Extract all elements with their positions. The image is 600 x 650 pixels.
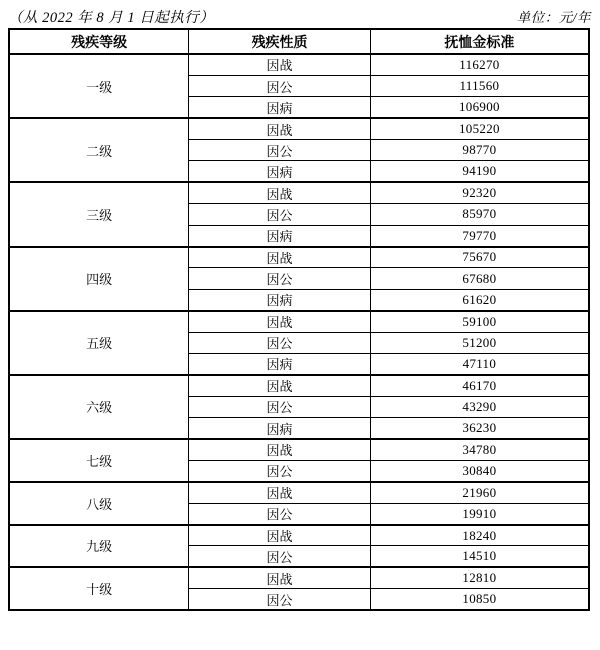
- nature-cell: 因病: [189, 161, 371, 182]
- nature-cell: 因战: [189, 54, 371, 75]
- table-row: [9, 567, 589, 588]
- amount-cell: 10850: [370, 589, 589, 610]
- nature-cell: 因公: [189, 140, 371, 161]
- pension-table: [8, 28, 590, 611]
- effective-date-note: （从 2022 年 8 月 1 日起执行）: [8, 10, 215, 26]
- amount-cell: 67680: [370, 268, 589, 289]
- nature-cell: 因战: [189, 311, 371, 332]
- level-cell: 九级: [9, 525, 189, 568]
- table-row: [9, 118, 589, 139]
- level-cell: 六级: [9, 375, 189, 439]
- table-row: [9, 247, 589, 268]
- level-cell: 三级: [9, 182, 189, 246]
- pension-table-body: [9, 54, 589, 610]
- level-cell: 一级: [9, 54, 189, 118]
- nature-cell: 因公: [189, 396, 371, 417]
- nature-cell: 因病: [189, 225, 371, 246]
- unit-label: 单位：元/年: [516, 10, 591, 25]
- amount-cell: 92320: [370, 182, 589, 203]
- nature-cell: 因战: [189, 118, 371, 139]
- table-caption-row: [8, 6, 591, 27]
- table-row: [9, 482, 589, 503]
- nature-cell: 因战: [189, 567, 371, 588]
- col-header-disability-level: 残疾等级: [9, 29, 189, 54]
- amount-cell: 18240: [370, 525, 589, 546]
- nature-cell: 因战: [189, 482, 371, 503]
- nature-cell: 因战: [189, 182, 371, 203]
- nature-cell: 因病: [189, 289, 371, 310]
- amount-cell: 12810: [370, 567, 589, 588]
- level-cell: 五级: [9, 311, 189, 375]
- level-cell: 十级: [9, 567, 189, 610]
- amount-cell: 30840: [370, 460, 589, 481]
- level-cell: 二级: [9, 118, 189, 182]
- amount-cell: 75670: [370, 247, 589, 268]
- amount-cell: 59100: [370, 311, 589, 332]
- table-row: [9, 375, 589, 396]
- amount-cell: 105220: [370, 118, 589, 139]
- amount-cell: 106900: [370, 97, 589, 118]
- amount-cell: 43290: [370, 396, 589, 417]
- nature-cell: 因公: [189, 204, 371, 225]
- nature-cell: 因公: [189, 589, 371, 610]
- nature-cell: 因公: [189, 268, 371, 289]
- amount-cell: 21960: [370, 482, 589, 503]
- amount-cell: 116270: [370, 54, 589, 75]
- nature-cell: 因公: [189, 75, 371, 96]
- amount-cell: 98770: [370, 140, 589, 161]
- amount-cell: 79770: [370, 225, 589, 246]
- amount-cell: 51200: [370, 332, 589, 353]
- table-row: [9, 311, 589, 332]
- amount-cell: 19910: [370, 503, 589, 524]
- col-header-disability-nature: 残疾性质: [189, 29, 371, 54]
- amount-cell: 36230: [370, 418, 589, 439]
- nature-cell: 因病: [189, 353, 371, 374]
- nature-cell: 因公: [189, 546, 371, 567]
- nature-cell: 因战: [189, 439, 371, 460]
- table-row: [9, 182, 589, 203]
- nature-cell: 因病: [189, 97, 371, 118]
- amount-cell: 61620: [370, 289, 589, 310]
- level-cell: 四级: [9, 247, 189, 311]
- amount-cell: 47110: [370, 353, 589, 374]
- amount-cell: 34780: [370, 439, 589, 460]
- nature-cell: 因公: [189, 503, 371, 524]
- amount-cell: 85970: [370, 204, 589, 225]
- nature-cell: 因战: [189, 525, 371, 546]
- level-cell: 八级: [9, 482, 189, 525]
- nature-cell: 因公: [189, 460, 371, 481]
- amount-cell: 14510: [370, 546, 589, 567]
- pension-table-header: [9, 29, 589, 54]
- table-row: [9, 439, 589, 460]
- table-row: [9, 525, 589, 546]
- level-cell: 七级: [9, 439, 189, 482]
- nature-cell: 因战: [189, 375, 371, 396]
- amount-cell: 111560: [370, 75, 589, 96]
- nature-cell: 因病: [189, 418, 371, 439]
- nature-cell: 因公: [189, 332, 371, 353]
- amount-cell: 94190: [370, 161, 589, 182]
- table-row: [9, 54, 589, 75]
- col-header-pension-standard: 抚恤金标准: [370, 29, 589, 54]
- amount-cell: 46170: [370, 375, 589, 396]
- nature-cell: 因战: [189, 247, 371, 268]
